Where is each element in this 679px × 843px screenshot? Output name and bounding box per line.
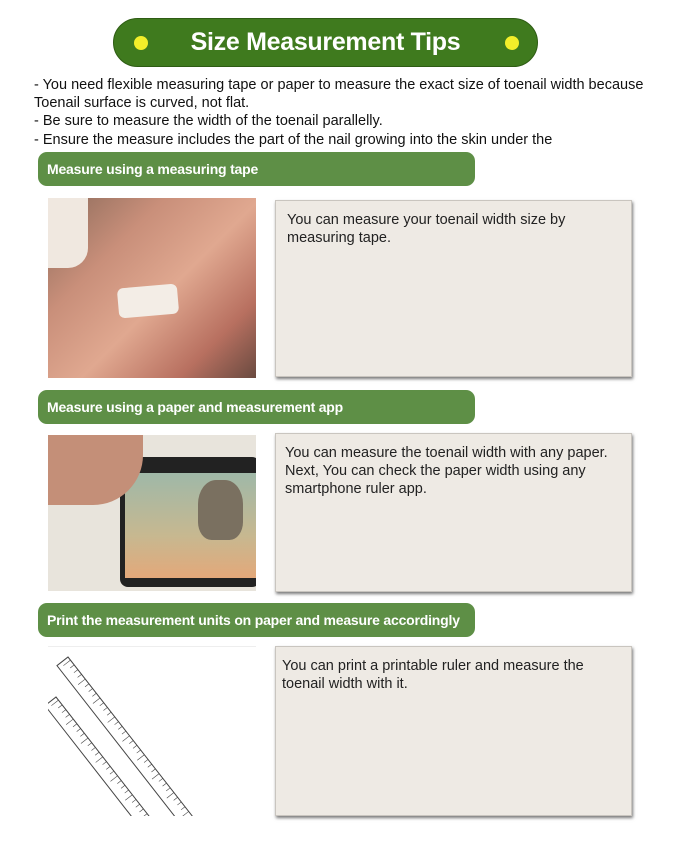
description-text: You can print a printable ruler and measure the toenail width with it. [282, 658, 584, 692]
paper-app-description-box [275, 433, 632, 592]
page-title: Size Measurement Tips [190, 28, 461, 56]
description-line: Next, You can check the paper width using any smartphone ruler app. [285, 463, 586, 497]
tips-list [34, 76, 674, 149]
description-line: You can measure the toenail width with any paper. [285, 445, 608, 461]
tip: - Be sure to measure the width of the toenail parallelly. [34, 113, 383, 130]
bullet-dot-icon [134, 36, 148, 50]
description-text: You can measure your toenail width size by measuring tape. [287, 212, 566, 246]
section-header-paper-app: Measure using a paper and measurement app [38, 390, 475, 424]
section-header-tape: Measure using a measuring tape [38, 152, 475, 186]
tip: - You need flexible measuring tape or paper to measure the exact size of toenail width because Toenail surface is curved, not flat. [34, 77, 644, 112]
tip: - Ensure the measure includes the part of the nail growing into the skin under the [34, 131, 553, 148]
ruler-illustration [48, 647, 256, 816]
measuring-tape-photo [48, 198, 256, 378]
bullet-dot-icon [505, 36, 519, 50]
section-header-print-ruler: Print the measurement units on paper and measure accordingly [38, 603, 475, 637]
tape-description-box [275, 200, 632, 377]
paper-app-photo [48, 435, 256, 591]
title-banner [113, 18, 538, 67]
print-ruler-description-box [275, 646, 632, 816]
printable-ruler-image [48, 646, 256, 816]
